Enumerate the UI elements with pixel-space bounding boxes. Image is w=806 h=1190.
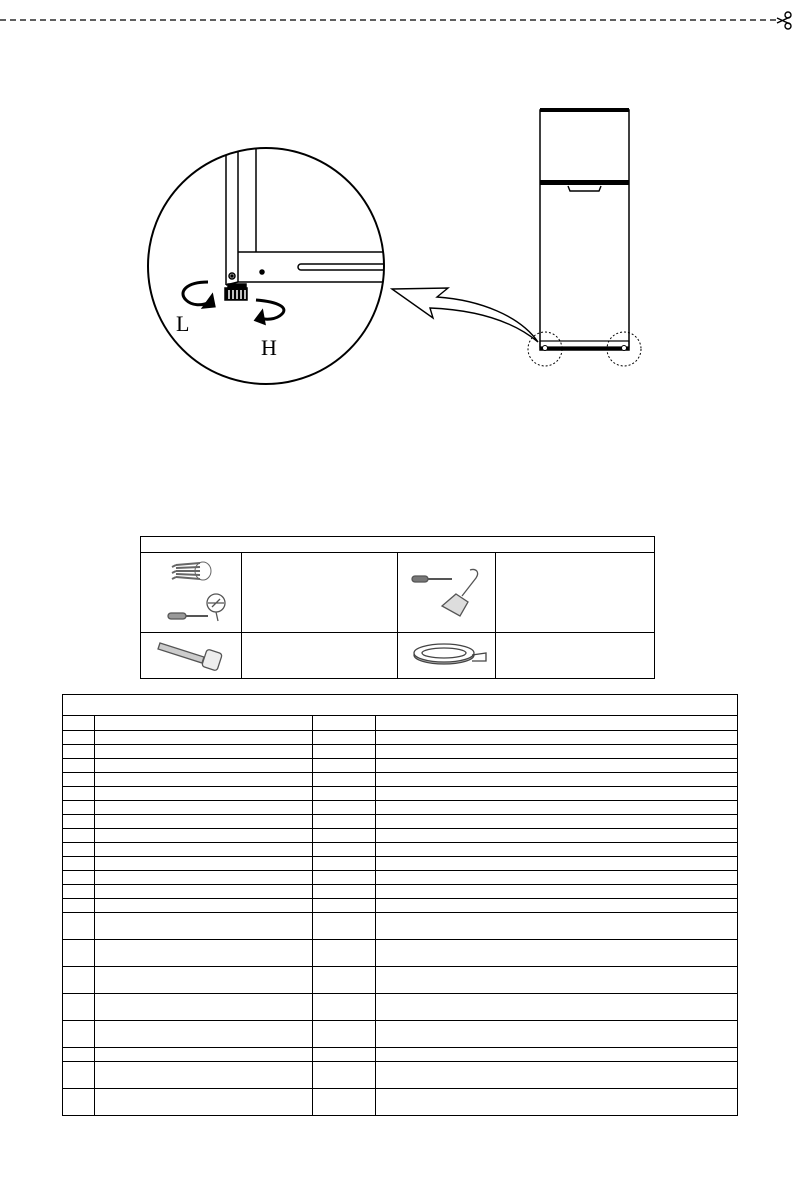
table-cell-desc	[376, 899, 738, 913]
table-row	[63, 801, 738, 815]
table-cell-desc	[376, 843, 738, 857]
table-row	[63, 745, 738, 759]
table-cell-no	[63, 994, 95, 1021]
table-cell-name	[95, 1089, 313, 1116]
table-cell-qty	[313, 773, 376, 787]
tools-table	[140, 536, 655, 679]
table-row	[63, 857, 738, 871]
cut-line	[0, 0, 806, 40]
table-cell-qty	[313, 731, 376, 745]
table-cell-qty	[313, 899, 376, 913]
table-cell-qty	[313, 940, 376, 967]
table-cell-desc	[376, 801, 738, 815]
tool-label-cell	[496, 553, 655, 633]
table-cell-no	[63, 857, 95, 871]
table-cell-desc	[376, 815, 738, 829]
table-cell-no	[63, 843, 95, 857]
table-row	[63, 1048, 738, 1062]
leveling-foot-illustration	[0, 100, 806, 400]
tools-table-title	[141, 537, 655, 553]
table-cell-qty	[313, 1048, 376, 1062]
table-cell-name	[95, 1048, 313, 1062]
table-row	[63, 899, 738, 913]
table-row	[63, 1062, 738, 1089]
column-header	[95, 716, 313, 731]
table-cell-desc	[376, 885, 738, 899]
screwdriver-and-scraper-icon	[402, 558, 492, 622]
table-cell-name	[95, 871, 313, 885]
table-cell-qty	[313, 857, 376, 871]
zoom-circle	[148, 140, 390, 384]
table-cell-desc	[376, 1062, 738, 1089]
table-cell-no	[63, 815, 95, 829]
table-cell-name	[95, 759, 313, 773]
table-cell-name	[95, 843, 313, 857]
table-cell-desc	[376, 731, 738, 745]
table-row	[63, 871, 738, 885]
direction-left-label: L	[176, 311, 190, 336]
table-cell-no	[63, 1048, 95, 1062]
hex-keys-and-screwdriver-icon	[146, 553, 236, 627]
table-cell-qty	[313, 829, 376, 843]
refrigerator-icon	[528, 108, 641, 366]
table-cell-qty	[313, 967, 376, 994]
table-cell-name	[95, 773, 313, 787]
table-row	[63, 1021, 738, 1048]
table-cell-no	[63, 731, 95, 745]
table-cell-desc	[376, 871, 738, 885]
table-row	[63, 829, 738, 843]
table-row	[63, 815, 738, 829]
table-cell-name	[95, 885, 313, 899]
tool-label-cell	[242, 553, 398, 633]
table-cell-name	[95, 1021, 313, 1048]
table-cell-qty	[313, 745, 376, 759]
table-cell-name	[95, 967, 313, 994]
table-cell-desc	[376, 1021, 738, 1048]
table-cell-name	[95, 899, 313, 913]
table-cell-desc	[376, 787, 738, 801]
table-cell-no	[63, 967, 95, 994]
table-cell-qty	[313, 885, 376, 899]
table-row	[63, 940, 738, 967]
table-cell-name	[95, 787, 313, 801]
table-cell-desc	[376, 1089, 738, 1116]
table-cell-qty	[313, 843, 376, 857]
direction-right-label: H	[261, 335, 277, 360]
column-header	[63, 716, 95, 731]
table-row	[63, 731, 738, 745]
table-cell-desc	[376, 829, 738, 843]
table-cell-qty	[313, 815, 376, 829]
table-cell-no	[63, 913, 95, 940]
table-cell-qty	[313, 801, 376, 815]
table-row	[63, 885, 738, 899]
scissors-icon	[777, 12, 791, 29]
table-cell-qty	[313, 871, 376, 885]
table-cell-no	[63, 885, 95, 899]
table-cell-desc	[376, 940, 738, 967]
table-cell-no	[63, 787, 95, 801]
parts-table	[62, 694, 738, 1116]
table-row	[63, 1089, 738, 1116]
table-cell-desc	[376, 745, 738, 759]
table-row	[63, 843, 738, 857]
table-cell-name	[95, 745, 313, 759]
table-cell-name	[95, 913, 313, 940]
table-row	[63, 773, 738, 787]
table-cell-qty	[313, 994, 376, 1021]
rubber-mallet-icon	[146, 633, 236, 673]
tool-image-cell	[141, 633, 242, 679]
table-cell-qty	[313, 759, 376, 773]
table-cell-desc	[376, 773, 738, 787]
table-cell-qty	[313, 1021, 376, 1048]
column-header	[376, 716, 738, 731]
tool-label-cell	[496, 633, 655, 679]
table-cell-no	[63, 759, 95, 773]
table-cell-desc	[376, 994, 738, 1021]
table-cell-no	[63, 745, 95, 759]
table-row	[63, 787, 738, 801]
tool-image-cell	[398, 633, 496, 679]
table-cell-name	[95, 731, 313, 745]
table-cell-qty	[313, 787, 376, 801]
tape-roll-icon	[402, 633, 492, 673]
table-row	[63, 967, 738, 994]
table-cell-qty	[313, 1062, 376, 1089]
table-cell-desc	[376, 857, 738, 871]
table-cell-qty	[313, 913, 376, 940]
table-cell-name	[95, 940, 313, 967]
tool-image-cell	[398, 553, 496, 633]
table-cell-name	[95, 857, 313, 871]
table-cell-no	[63, 899, 95, 913]
table-cell-name	[95, 1062, 313, 1089]
table-cell-no	[63, 1062, 95, 1089]
table-cell-no	[63, 801, 95, 815]
table-cell-desc	[376, 1048, 738, 1062]
parts-table-body	[63, 731, 738, 1116]
table-cell-no	[63, 1021, 95, 1048]
tool-image-cell	[141, 553, 242, 633]
table-cell-no	[63, 871, 95, 885]
table-cell-desc	[376, 967, 738, 994]
table-cell-qty	[313, 1089, 376, 1116]
table-row	[63, 759, 738, 773]
table-cell-name	[95, 801, 313, 815]
table-cell-desc	[376, 759, 738, 773]
table-cell-name	[95, 815, 313, 829]
table-cell-no	[63, 1089, 95, 1116]
table-cell-name	[95, 829, 313, 843]
table-cell-no	[63, 773, 95, 787]
table-cell-name	[95, 994, 313, 1021]
parts-table-title	[63, 695, 738, 716]
table-cell-no	[63, 829, 95, 843]
callout-arrow-icon	[392, 288, 538, 342]
tool-label-cell	[242, 633, 398, 679]
table-row	[63, 994, 738, 1021]
table-row	[63, 913, 738, 940]
column-header	[313, 716, 376, 731]
table-cell-no	[63, 940, 95, 967]
table-cell-desc	[376, 913, 738, 940]
